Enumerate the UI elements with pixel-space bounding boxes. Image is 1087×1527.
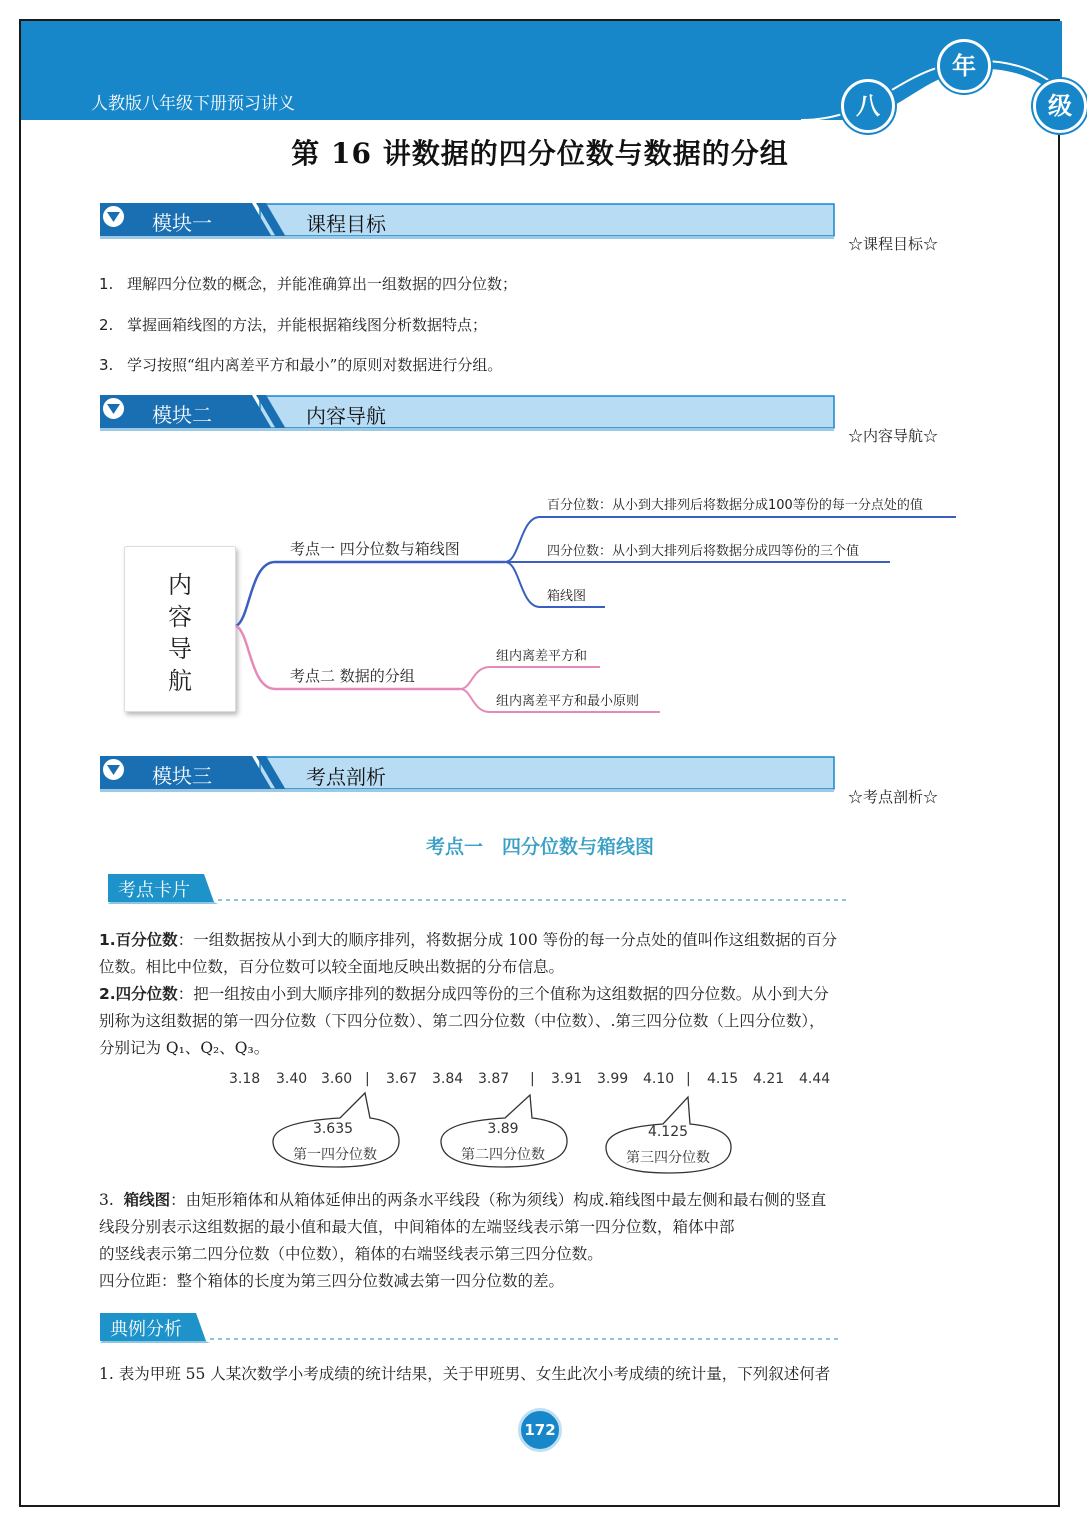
header-title: 人教版八年级下册预习讲义 [91,94,295,114]
bubble-q3-label: 第三四分位数 [626,1150,710,1166]
nav-char: 容 [168,603,192,631]
divider-mark: | [530,1071,535,1087]
example-question: 1. 表为甲班 55 人某次数学小考成绩的统计结果，关于甲班男、女生此次小考成绩的统计量，下列叙述何者 [99,1365,831,1383]
module-one-label: 模块一 [152,211,212,235]
card-header-label: 考点卡片 [118,880,190,901]
objective-num: 1. [99,275,114,293]
objective-text: 掌握画箱线图的方法，并能根据箱线图分析数据特点； [127,316,488,334]
number-value: 3.87 [478,1071,510,1087]
quartile-line: ：把一组按由小到大顺序排列的数据分成四等份的三个值称为这组数据的四分位数。从小到大分 [177,985,829,1003]
boxplot-num: 3. [99,1191,114,1209]
example-header [100,1311,840,1341]
module-one-name: 课程目标 [306,212,386,236]
objective-num: 3. [99,356,114,374]
nav-char: 航 [168,667,192,695]
objective-num: 2. [99,316,114,334]
grade-badge-ji: 级 [1033,79,1087,133]
card-header [108,872,848,902]
number-value: 3.18 [229,1071,261,1087]
boxplot-term: 箱线图 [123,1191,171,1209]
grade-badge-ba: 八 [841,79,895,133]
bubble-q2-value: 3.89 [487,1121,519,1137]
example-header-label: 典例分析 [110,1319,182,1340]
divider-mark: | [686,1071,691,1087]
number-value: 3.84 [432,1071,464,1087]
chevron-down-icon[interactable] [100,756,127,783]
module-one-tag: ☆课程目标☆ [848,235,939,253]
nav-char: 内 [168,571,192,599]
bubble-q2-label: 第二四分位数 [461,1147,545,1163]
boxplot-line: 线段分别表示这组数据的最小值和最大值，中间箱体的左端竖线表示第一四分位数，箱体中部 [99,1218,735,1236]
bubble-q3-value: 4.125 [647,1124,689,1140]
mindmap-point-one: 考点一 四分位数与箱线图 [290,540,460,558]
mindmap-item-deviation: 组内离差平方和 [496,649,588,664]
number-value: 4.10 [643,1071,675,1087]
quartile-line: 分别记为 Q₁、Q₂、Q₃。 [99,1039,270,1057]
iqr-line: 四分位距：整个箱体的长度为第三四分位数减去第一四分位数的差。 [99,1272,565,1290]
module-three-tag: ☆考点剖析☆ [848,788,939,806]
number-value: 3.60 [321,1071,353,1087]
number-value: 4.15 [707,1071,739,1087]
nav-char: 导 [168,635,192,663]
mindmap-item-percentile: 百分位数：从小到大排列后将数据分成100等份的每一分点处的值 [547,498,923,513]
number-value: 3.67 [386,1071,418,1087]
boxplot-line: 的竖线表示第二四分位数（中位数），箱体的右端竖线表示第三四分位数。 [99,1245,603,1263]
objective-text: 学习按照“组内离差平方和最小”的原则对数据进行分组。 [127,356,503,374]
lesson-title: 第 16 讲数据的四分位数与数据的分组 [291,137,789,170]
module-three-bar [100,756,836,792]
mindmap-point-two: 考点二 数据的分组 [290,667,415,685]
module-two-label: 模块二 [152,403,212,427]
quartile-term: 2.四分位数 [99,985,178,1003]
percentile-line: ：一组数据按从小到大的顺序排列，将数据分成 100 等份的每一分点处的值叫作这组数据的百分 [177,931,838,949]
bubble-q1-value: 3.635 [312,1121,354,1137]
module-three-name: 考点剖析 [306,765,386,789]
mindmap-item-quartile: 四分位数：从小到大排列后将数据分成四等份的三个值 [547,544,860,559]
number-value: 3.99 [597,1071,629,1087]
boxplot-line: ：由矩形箱体和从箱体延伸出的两条水平线段（称为须线）构成.箱线图中最左侧和最右侧的竖直 [170,1191,827,1209]
mindmap-item-boxplot: 箱线图 [547,589,587,604]
quartile-paragraph [99,981,989,1062]
bubble-q1-label: 第一四分位数 [293,1147,377,1163]
percentile-paragraph [99,927,989,981]
page-number: 172 [518,1408,562,1452]
section-title: 考点一 四分位数与箱线图 [425,836,654,858]
number-value: 4.44 [799,1071,831,1087]
percentile-line: 位数。相比中位数，百分位数可以较全面地反映出数据的分布信息。 [99,958,565,976]
module-two-tag: ☆内容导航☆ [848,427,939,445]
module-three-label: 模块三 [152,764,212,788]
module-two-name: 内容导航 [306,404,386,428]
boxplot-paragraph [99,1187,989,1295]
number-value: 3.40 [276,1071,308,1087]
number-value: 3.91 [551,1071,583,1087]
objective-text: 理解四分位数的概念，并能准确算出一组数据的四分位数； [127,275,518,293]
number-value: 4.21 [753,1071,785,1087]
mindmap-item-min-principle: 组内离差平方和最小原则 [496,694,640,709]
percentile-term: 1.百分位数 [99,931,178,949]
divider-mark: | [365,1071,370,1087]
quartile-line: 别称为这组数据的第一四分位数（下四分位数）、第二四分位数（中位数）、.第三四分位数（上四分位数）， [99,1012,825,1030]
grade-badge-nian: 年 [937,39,991,93]
